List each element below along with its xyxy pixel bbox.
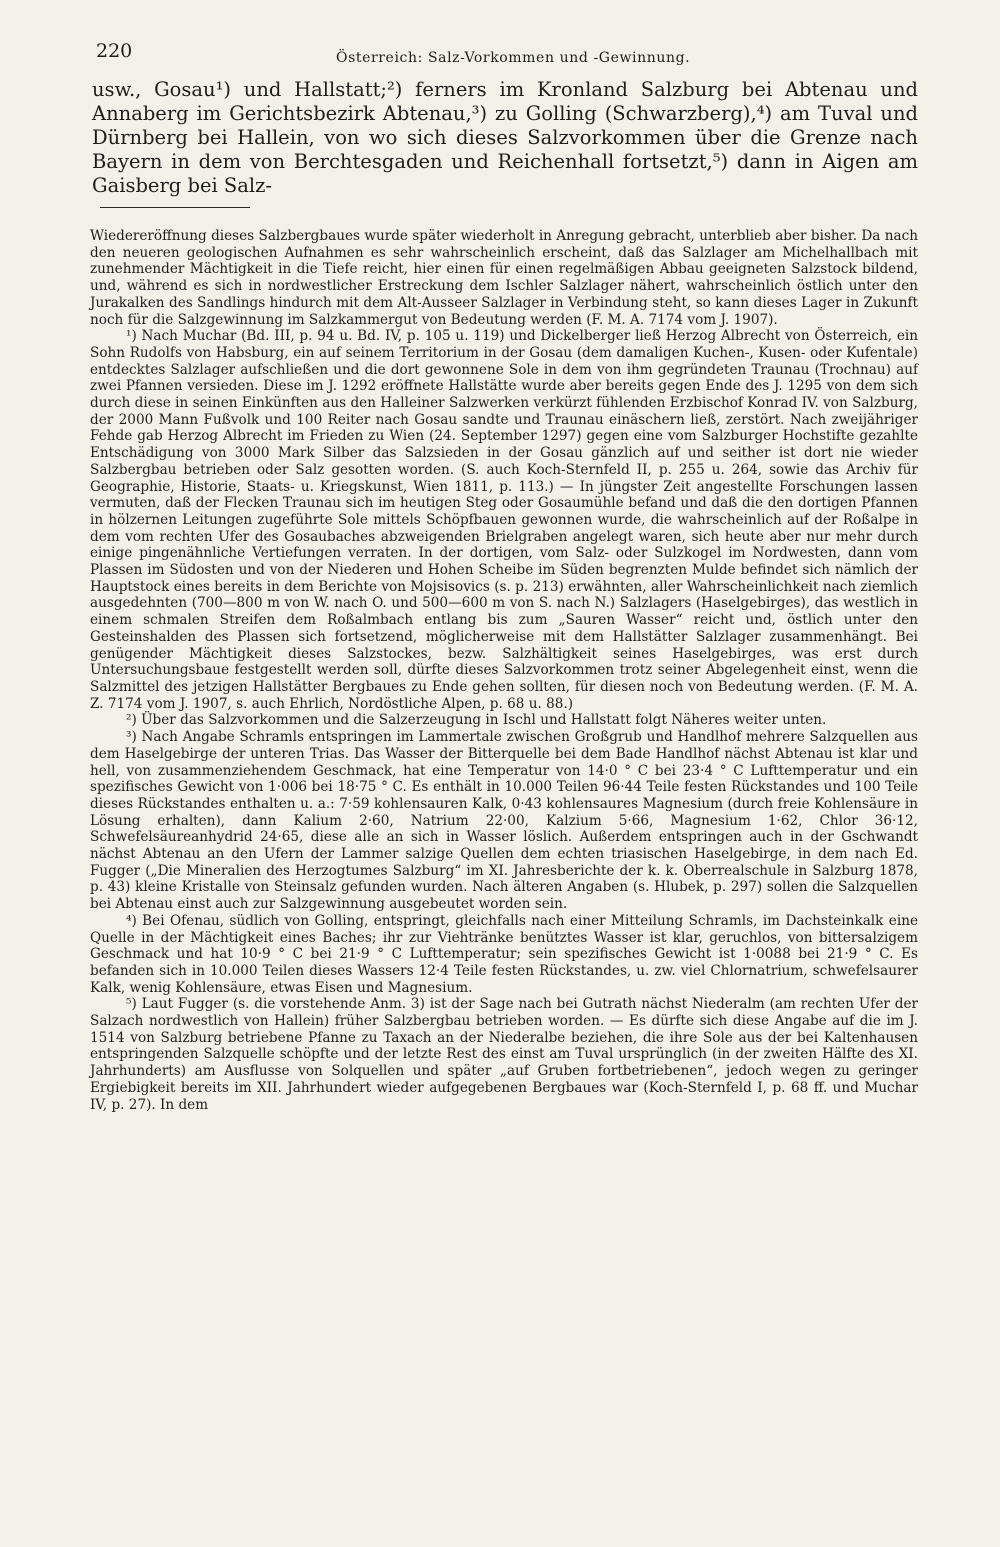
footnote-4: ⁴) Bei Ofenau, südlich von Golling, entspringt, gleichfalls nach einer Mitteilung Schramls, im Dachsteinkalk eine Quelle in der Mächtigkeit eines Baches; ihr zur Viehtränke benütztes Wasser ist klar, geruchlos, von bittersalzigem Geschmack und hat 10·9 ° C bei 21·9 ° C Lufttemperatur; sein spezifisches Gewicht ist 1·0088 bei 21·9 ° C. Es befanden sich in 10.000 Teilen dieses Wassers 12·4 Teile festen Rückstandes, u. zw. viel Chlornatrium, schwefelsaurer Kalk, wenig Kohlensäure, etwas Eisen und Magnesium. <box>90 912 918 996</box>
footnote-1: ¹) Nach Muchar (Bd. III, p. 94 u. Bd. IV, p. 105 u. 119) und Dickelberger ließ Herzog Albrecht von Österreich, ein Sohn Rudolfs von Habsburg, ein auf seinem Territorium in der Gosau (dem damaligen Kuchen-, Kusen- oder Kufentale) entdecktes Salzlager aufschließen und die dort gewonnene Sole in dem von ihm gegründeten Traunau (Trochnau) auf zwei Pfannen versieden. Diese im J. 1292 eröffnete Hallstätte wurde aber bereits gegen Ende des J. 1295 von dem sich durch diese in seinen Einkünften aus den Halleiner Salzwerken verkürzt fühlenden Erzbischof Konrad IV. von Salzburg, der 2000 Mann Fußvolk und 100 Reiter nach Gosau sandte und Traunau einäschern ließ, zerstört. Nach zweijähriger Fehde gab Herzog Albrecht im Frieden zu Wien (24. September 1297) gegen eine vom Salzburger Hochstifte gezahlte Entschädigung von 3000 Mark Silber das Salzsieden in der Gosau gänzlich auf und seither ist dort nie wieder Salzbergbau betrieben oder Salz gesotten worden. (S. auch Koch-Sternfeld II, p. 255 u. 264, sowie das Archiv für Geographie, Historie, Staats- u. Kriegskunst, Wien 1811, p. 113.) — In jüngster Zeit angestellte Forschungen lassen vermuten, daß der Flecken Traunau sich im heutigen Steg oder Gosaumühle befand und daß die den dortigen Pfannen in hölzernen Leitungen zugeführte Sole mittels Schöpfbauen gewonnen wurde, die wahrscheinlich auf der Roßalpe in dem vom rechten Ufer des Gosaubaches abzweigenden Brielgraben angelegt waren, sich heute aber nur mehr durch einige pingenähnliche Vertiefungen verraten. In der dortigen, vom Salz- oder Sulzkogel im Nordwesten, dann vom Plassen im Südosten und von der Niederen und Hohen Scheibe im Süden begrenzten Mulde befindet sich nämlich der Hauptstock eines bereits in dem Berichte von Mojsisovics (s. p. 213) erwähnten, aller Wahrscheinlichkeit nach ziemlich ausgedehnten (700—800 m von W. nach O. und 500—600 m von S. nach N.) Salzlagers (Haselgebirges), das westlich in einem schmalen Streifen dem Roßalmbach entlang bis zum „Sauren Wasser“ reicht und, östlich unter den Gesteinshalden des Plassen sich fortsetzend, möglicherweise mit dem Hallstätter Salzlager zusammenhängt. Bei genügender Mächtigkeit dieses Salzstockes, bezw. Salzhältigkeit seines Haselgebirges, was erst durch Untersuchungsbaue festgestellt werden soll, dürfte dieses Salzvorkommen trotz seiner Abgelegenheit einst, wenn die Salzmittel des jetzigen Hallstätter Bergbaues zu Ende gehen sollten, für diesen noch von Bedeutung werden. (F. M. A. Z. 7174 vom J. 1907, s. auch Ehrlich, Nordöstliche Alpen, p. 68 u. 88.) <box>90 328 918 712</box>
main-paragraph: usw., Gosau¹) und Hallstatt;²) ferners im Kronland Salzburg bei Abtenau und Annaberg im Gerichtsbezirk Abtenau,³) zu Golling (Schwarzberg),⁴) am Tuval und Dürnberg bei Hallein, von wo sich dieses Salzvorkommen über die Grenze nach Bayern in dem von Berchtesgaden und Reichenhall fortsetzt,⁵) dann in Aigen am Gaisberg bei Salz- <box>92 78 918 197</box>
running-title: Österreich: Salz-Vorkommen und -Gewinnung. <box>336 50 691 66</box>
page-header <box>96 40 916 70</box>
footnote-3: ³) Nach Angabe Schramls entspringen im Lammertale zwischen Großgrub und Handlhof mehrere Salzquellen aus dem Haselgebirge der unteren Trias. Das Wasser der Bitterquelle bei dem Bade Handlhof nächst Abtenau ist klar und hell, von zusammenziehendem Geschmack, hat eine Temperatur von 14·0 ° C bei 23·4 ° C Lufttemperatur und ein spezifisches Gewicht von 1·006 bei 18·75 ° C. Es enthält in 10.000 Teilen 96·44 Teile festen Rückstandes und 100 Teile dieses Rückstandes enthalten u. a.: 7·59 kohlensauren Kalk, 0·43 kohlensaures Magnesium (durch freie Kohlensäure in Lösung erhalten), dann Kalium 2·60, Natrium 22·00, Kalzium 5·66, Magnesium 1·62, Chlor 36·12, Schwefelsäureanhydrid 24·65, diese alle an sich in Wasser löslich. Außerdem entspringen auch in der Gschwandt nächst Abtenau an den Ufern der Lammer salzige Quellen dem echten triasischen Haselgebirge, in dem nach Ed. Fugger („Die Mineralien des Herzogtumes Salzburg“ im XI. Jahresberichte der k. k. Oberrealschule in Salzburg 1878, p. 43) kleine Kristalle von Steinsalz gefunden wurden. Nach älteren Angaben (s. Hlubek, p. 297) sollen die Salzquellen bei Abtenau einst auch zur Salzgewinnung ausgebeutet worden sein. <box>90 729 918 913</box>
footnotes <box>90 228 918 1113</box>
page-number: 220 <box>96 40 133 62</box>
footnote-continuation: Wiedereröffnung dieses Salzbergbaues wurde später wiederholt in Anregung gebracht, unterblieb aber bisher. Da nach den neueren geologischen Aufnahmen es sehr wahrscheinlich erscheint, daß das Salzlager am Michelhallbach mit zunehmender Mächtigkeit in die Tiefe reicht, hier einen für einen regelmäßigen Abbau geeigneten Salzstock bildend, und, während es sich in nordwestlicher Erstreckung dem Ischler Salzlager nähert, wahrscheinlich östlich unter den Jurakalken des Sandlings hindurch mit dem Alt-Ausseer Salzlager in Verbindung steht, so kann dieses Lager in Zukunft noch für die Salzgewinnung im Salzkammergut von Bedeutung werden (F. M. A. 7174 vom J. 1907). <box>90 228 918 328</box>
main-text <box>92 78 918 198</box>
footnote-separator <box>100 207 250 208</box>
footnote-5: ⁵) Laut Fugger (s. die vorstehende Anm. 3) ist der Sage nach bei Gutrath nächst Niederalm (am rechten Ufer der Salzach nordwestlich von Hallein) früher Salzbergbau betrieben worden. — Es dürfte sich diese Angabe auf die im J. 1514 von Salzburg betriebene Pfanne zu Taxach an der Niederalbe beziehen, die ihre Sole aus der bei Kaltenhausen entspringenden Salzquelle schöpfte und der letzte Rest des einst am Tuval ursprünglich (in der zweiten Hälfte des XI. Jahrhunderts) am Ausflusse von Solquellen und später „auf Gruben fortbetriebenen“, jedoch wegen zu geringer Ergiebigkeit bereits im XII. Jahrhundert wieder aufgegebenen Bergbaues war (Koch-Sternfeld I, p. 68 ff. und Muchar IV, p. 27). In dem <box>90 996 918 1113</box>
footnote-2: ²) Über das Salzvorkommen und die Salzerzeugung in Ischl und Hallstatt folgt Näheres weiter unten. <box>126 712 827 729</box>
